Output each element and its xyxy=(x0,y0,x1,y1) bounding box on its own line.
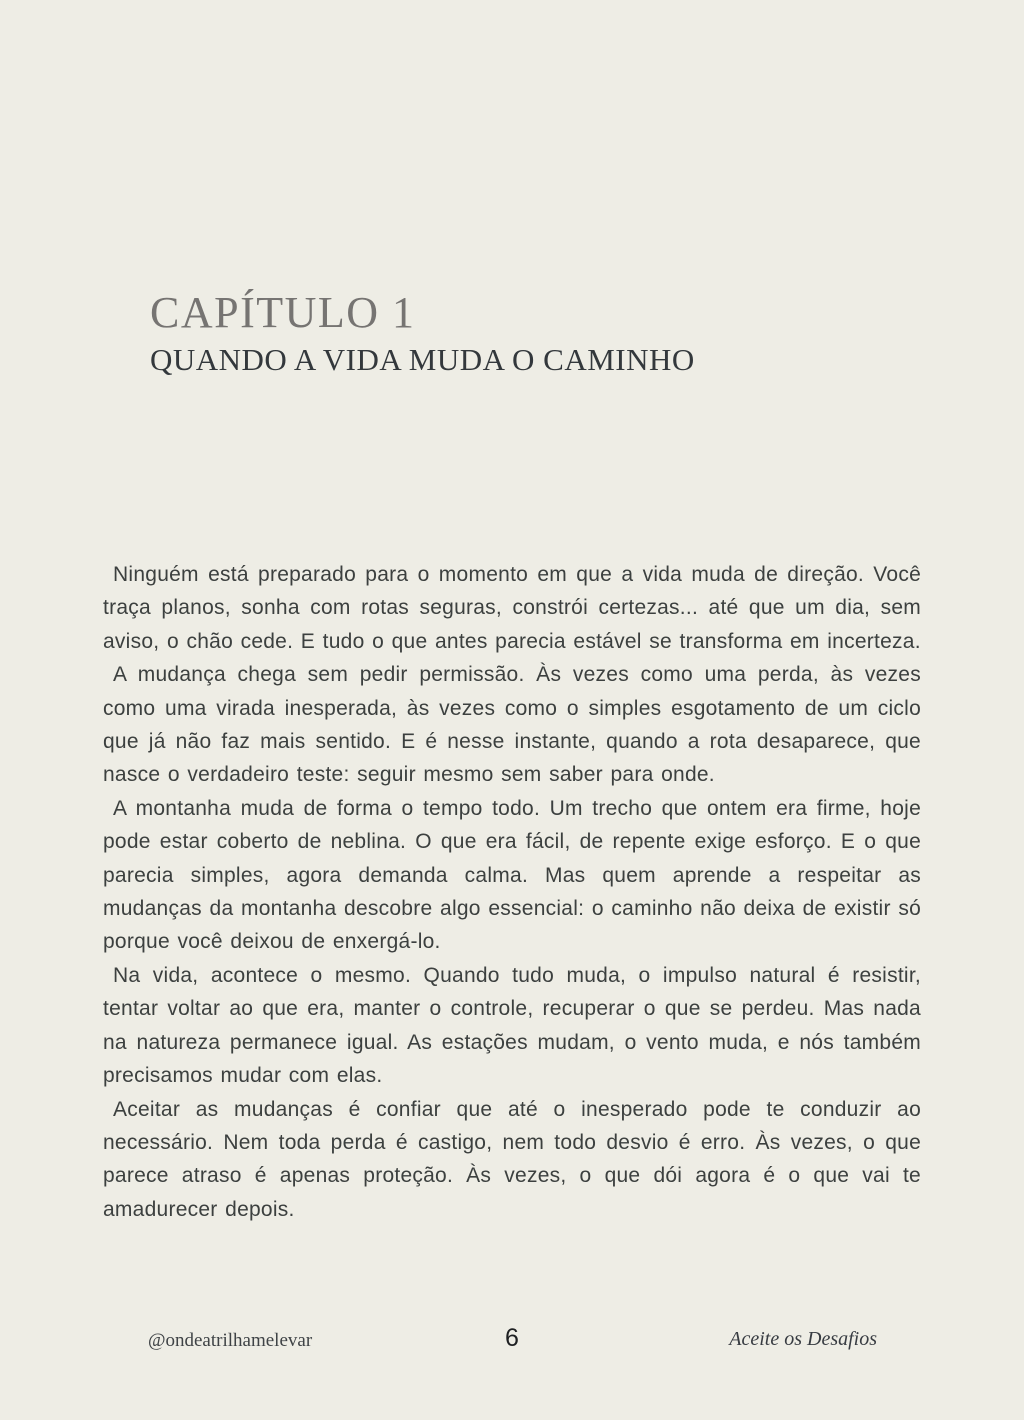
social-handle: @ondeatrilhamelevar xyxy=(148,1330,313,1351)
paragraph-3: A montanha muda de forma o tempo todo. Um trecho que ontem era firme, hoje pode estar coberto de neblina. O que era fácil, de repente exige esforço. E o que parecia simples, agora demanda calma. Mas quem aprende a respeitar as mudanças da montanha descobre algo essencial: o caminho não deixa de existir só porque você deixou de enxergá-lo. xyxy=(103,796,921,954)
chapter-title: QUANDO A VIDA MUDA O CAMINHO xyxy=(150,341,695,377)
chapter-label: CAPÍTULO 1 xyxy=(150,288,416,337)
paragraph-5: Aceitar as mudanças é confiar que até o inesperado pode te conduzir ao necessário. Nem toda perda é castigo, nem todo desvio é erro. Às vezes, o que parece atraso é apenas proteção. Às vezes, o que dói agora é o que vai te amadurecer depois. xyxy=(103,1097,921,1221)
paragraph-1: Ninguém está preparado para o momento em que a vida muda de direção. Você traça planos, sonha com rotas seguras, constrói certezas... até que um dia, sem aviso, o chão cede. E tudo o que antes parecia estável se transforma em incerteza. xyxy=(103,563,921,653)
book-title: Aceite os Desafios xyxy=(729,1328,877,1350)
body-text xyxy=(103,558,921,1226)
chapter-header xyxy=(150,288,695,377)
paragraph-4: Na vida, acontece o mesmo. Quando tudo muda, o impulso natural é resistir, tentar voltar ao que era, manter o controle, recuperar o que se perdeu. Mas nada na natureza permanece igual. As estações mudam, o vento muda, e nós também precisamos mudar com elas. xyxy=(103,963,921,1088)
page-number: 6 xyxy=(505,1324,519,1352)
paragraph-2: A mudança chega sem pedir permissão. Às vezes como uma perda, às vezes como uma virada inesperada, às vezes como o simples esgotamento de um ciclo que já não faz mais sentido. E é nesse instante, quando a rota desaparece, que nasce o verdadeiro teste: seguir mesmo sem saber para onde. xyxy=(103,663,921,787)
